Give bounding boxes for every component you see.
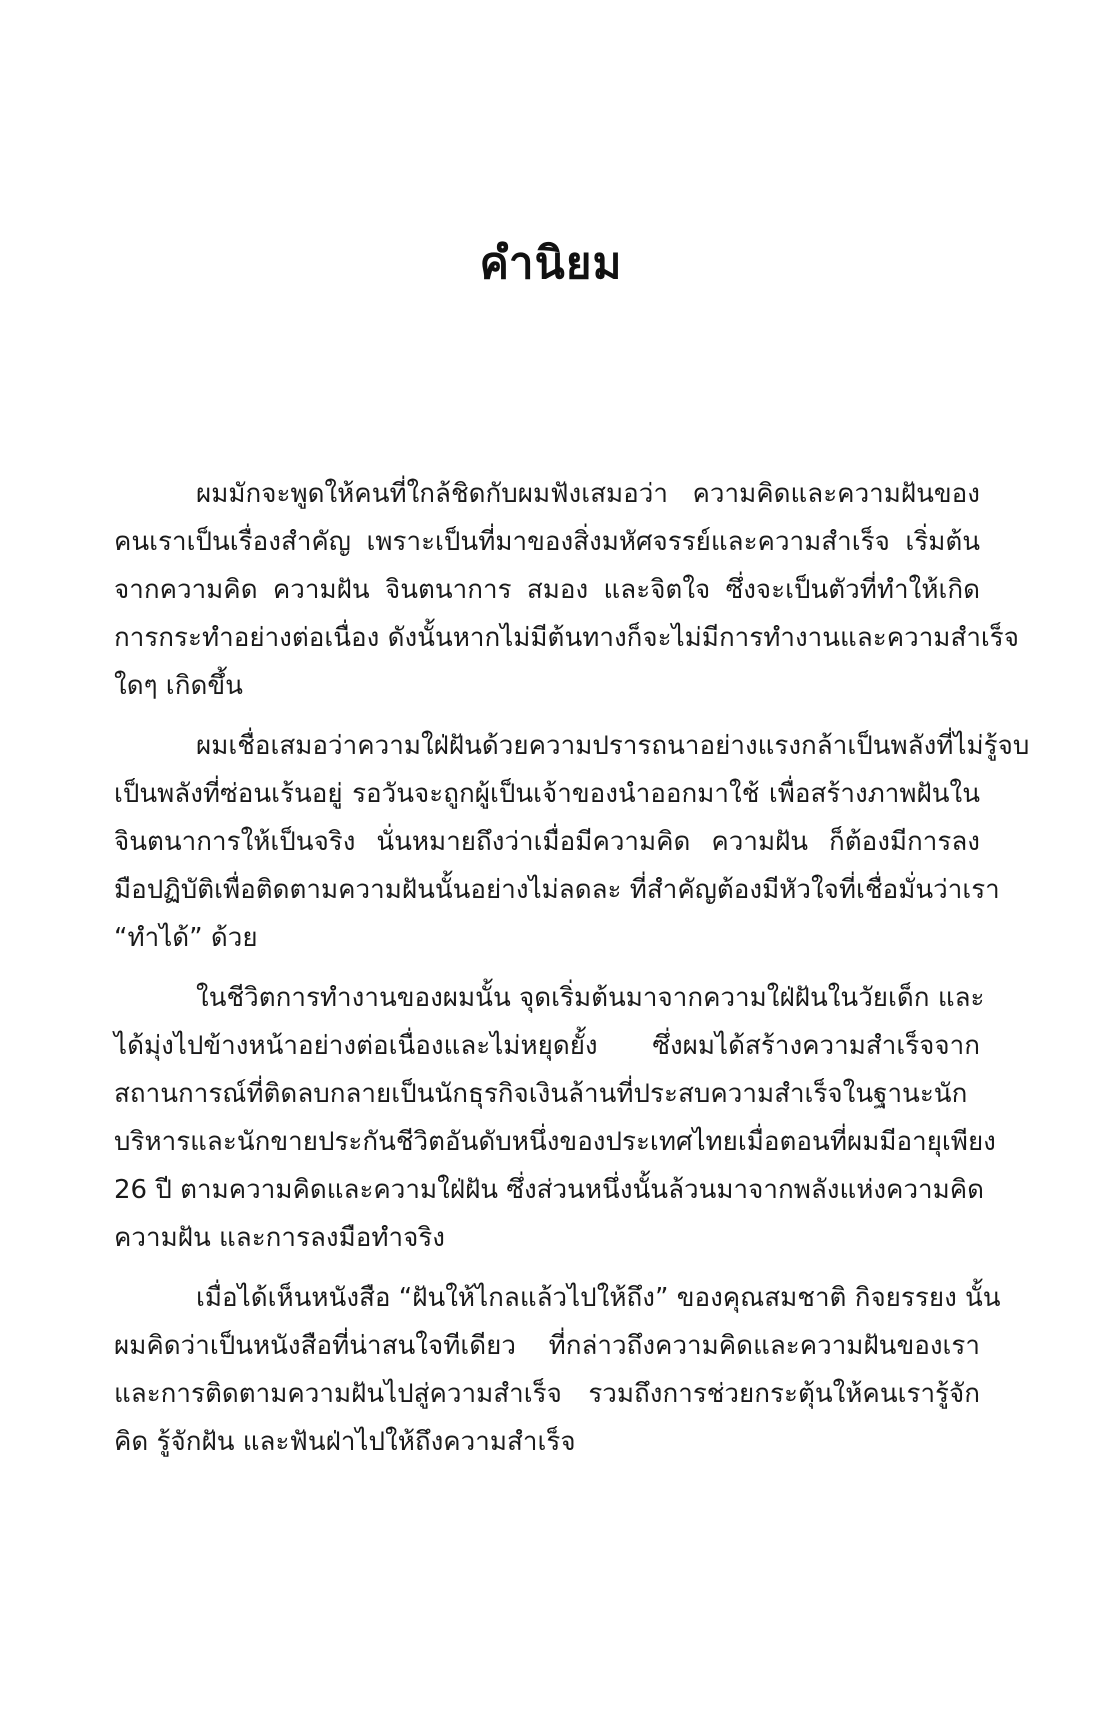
text-line: สถานการณ์ที่ติดลบกลายเป็นนักธุรกิจเงินล้านที่ประสบความสำเร็จในฐานะนัก — [114, 1079, 968, 1109]
text-line: การกระทำอย่างต่อเนื่อง ดังนั้นหากไม่มีต้นทางก็จะไม่มีการทำงานและความสำเร็จ — [114, 623, 1019, 653]
text-line: “ทำได้” ด้วย — [114, 923, 258, 953]
text-line: ใดๆ เกิดขึ้น — [114, 671, 243, 701]
text-line: ผมมักจะพูดให้คนที่ใกล้ชิดกับผมฟังเสมอว่า ความคิดและความฝันของ — [196, 479, 980, 509]
text-line: คิด รู้จักฝัน และฟันฝ่าไปให้ถึงความสำเร็จ — [114, 1427, 576, 1457]
body-text — [114, 470, 1030, 1478]
text-line: ในชีวิตการทำงานของผมนั้น จุดเริ่มต้นมาจากความใฝ่ฝันในวัยเด็ก และ — [196, 983, 985, 1013]
text-line: คนเราเป็นเรื่องสำคัญ เพราะเป็นที่มาของสิ่งมหัศจรรย์และความสำเร็จ เริ่มต้น — [114, 527, 980, 557]
text-line: เป็นพลังที่ซ่อนเร้นอยู่ รอวันจะถูกผู้เป็นเจ้าของนำออกมาใช้ เพื่อสร้างภาพฝันใน — [114, 779, 980, 809]
text-line: 26 ปี ตามความคิดและความใฝ่ฝัน ซึ่งส่วนหนึ่งนั้นล้วนมาจากพลังแห่งความคิด — [114, 1175, 985, 1205]
text-line: มือปฏิบัติเพื่อติดตามความฝันนั้นอย่างไม่ลดละ ที่สำคัญต้องมีหัวใจที่เชื่อมั่นว่าเรา — [114, 875, 1000, 905]
paragraph — [114, 470, 1019, 710]
text-line: ผมเชื่อเสมอว่าความใฝ่ฝันด้วยความปรารถนาอย่างแรงกล้าเป็นพลังที่ไม่รู้จบ — [196, 731, 1030, 761]
text-line: บริหารและนักขายประกันชีวิตอันดับหนึ่งของประเทศไทยเมื่อตอนที่ผมมีอายุเพียง — [114, 1127, 996, 1157]
paragraph — [114, 1274, 1001, 1466]
paragraph — [114, 722, 1030, 962]
text-line: จินตนาการให้เป็นจริง นั่นหมายถึงว่าเมื่อมีความคิด ความฝัน ก็ต้องมีการลง — [114, 827, 980, 857]
text-line: ความฝัน และการลงมือทำจริง — [114, 1223, 445, 1253]
text-line: และการติดตามความฝันไปสู่ความสำเร็จ รวมถึงการช่วยกระตุ้นให้คนเรารู้จัก — [114, 1379, 980, 1409]
text-line: ผมคิดว่าเป็นหนังสือที่น่าสนใจทีเดียว ที่กล่าวถึงความคิดและความฝันของเรา — [114, 1331, 980, 1361]
page-title: คำนิยม — [479, 238, 623, 289]
text-line: ได้มุ่งไปข้างหน้าอย่างต่อเนื่องและไม่หยุดยั้ง ซึ่งผมได้สร้างความสำเร็จจาก — [114, 1031, 980, 1061]
paragraph — [114, 974, 996, 1262]
text-line: จากความคิด ความฝัน จินตนาการ สมอง และจิตใจ ซึ่งจะเป็นตัวที่ทำให้เกิด — [114, 575, 980, 605]
text-line: เมื่อได้เห็นหนังสือ “ฝันให้ไกลแล้วไปให้ถึง” ของคุณสมชาติ กิจยรรยง นั้น — [196, 1283, 1001, 1313]
